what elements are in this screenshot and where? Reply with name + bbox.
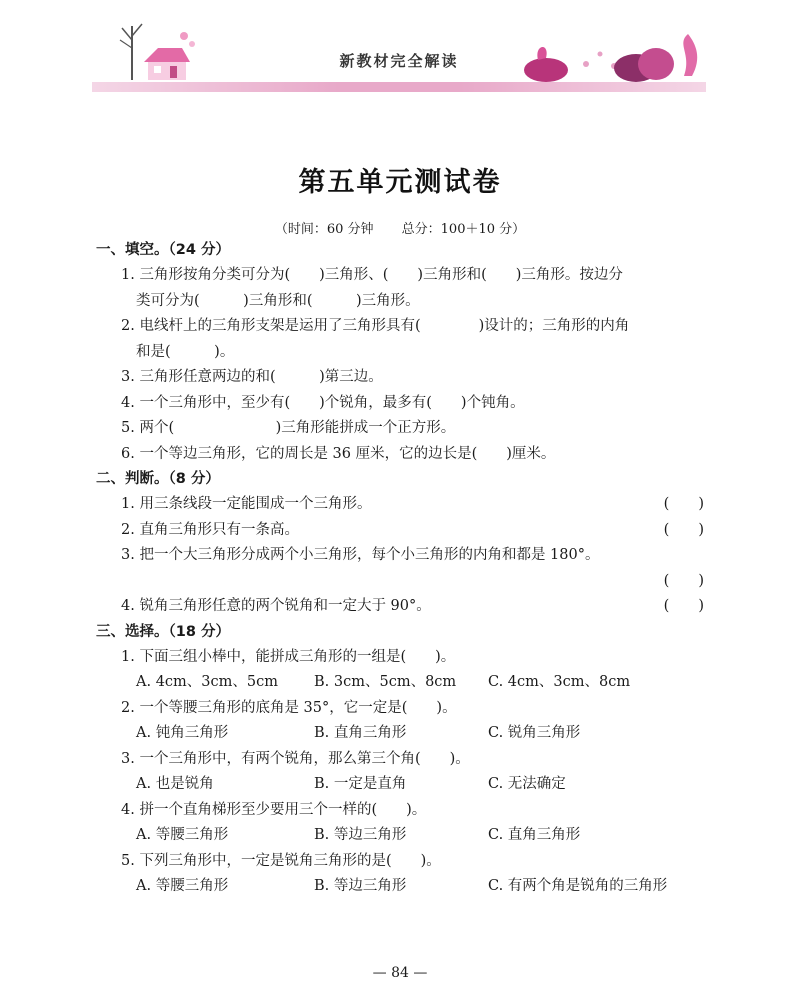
- choice-q1-a: A. 4cm、3cm、5cm: [136, 674, 278, 690]
- choice-q2: 2. 一个等腰三角形的底角是 35°，它一定是( )。: [121, 699, 457, 716]
- judge-q2: [96, 518, 708, 544]
- fill-q2-cont: 和是( )。: [136, 343, 235, 360]
- exam-content: [96, 238, 708, 900]
- judge-q3-answer-line: [96, 569, 708, 595]
- choice-q4-b: B. 等边三角形: [314, 827, 407, 843]
- choice-q2-a: A. 钝角三角形: [136, 725, 229, 741]
- judge-q4: [96, 594, 708, 620]
- choice-q5-options: [96, 874, 708, 900]
- choice-q5: 5. 下列三角形中，一定是锐角三角形的是( )。: [121, 852, 441, 869]
- choice-q5-b: B. 等边三角形: [314, 878, 407, 894]
- section-choice-heading: 三、选择。（18 分）: [96, 623, 230, 640]
- choice-q1-options: [96, 670, 708, 696]
- judge-q3-answer: ( ): [663, 572, 704, 589]
- judge-q4-text: 4. 锐角三角形任意的两个锐角和一定大于 90°。: [121, 598, 431, 614]
- choice-q5-c: C. 有两个角是锐角的三角形: [488, 878, 668, 894]
- choice-q2-c: C. 锐角三角形: [488, 725, 581, 741]
- judge-q1: [96, 492, 708, 518]
- judge-q4-answer: ( ): [663, 598, 704, 614]
- flowers-illustration: [516, 24, 706, 84]
- choice-q5-a: A. 等腰三角形: [136, 878, 229, 894]
- choice-q2-options: [96, 721, 708, 747]
- judge-q2-answer: ( ): [663, 521, 704, 538]
- page-number: — 84 —: [372, 965, 428, 981]
- choice-q2-b: B. 直角三角形: [314, 725, 407, 741]
- choice-q1: 1. 下面三组小棒中，能拼成三角形的一组是( )。: [121, 648, 456, 665]
- choice-q4: 4. 拼一个直角梯形至少要用三个一样的( )。: [121, 801, 427, 818]
- choice-q4-c: C. 直角三角形: [488, 827, 581, 843]
- fill-q3: 3. 三角形任意两边的和( )第三边。: [121, 369, 383, 385]
- choice-q3-a: A. 也是锐角: [136, 776, 214, 792]
- section-judge-heading: 二、判断。（8 分）: [96, 471, 220, 487]
- fill-q1-cont: 类可分为( )三角形和( )三角形。: [136, 292, 420, 309]
- fill-q4: 4. 一个三角形中，至少有( )个锐角，最多有( )个钝角。: [121, 394, 525, 411]
- exam-score: 总分：100＋10 分）: [401, 222, 526, 237]
- fill-q6: 6. 一个等边三角形，它的周长是 36 厘米，它的边长是( )厘米。: [121, 445, 556, 462]
- page-title: 第五单元测试卷: [298, 167, 502, 198]
- judge-q2-text: 2. 直角三角形只有一条高。: [121, 521, 299, 538]
- choice-q4-a: A. 等腰三角形: [136, 827, 229, 843]
- exam-meta: [0, 218, 800, 237]
- section-fill-heading: 一、填空。（24 分）: [96, 242, 230, 258]
- exam-time: （时间：60 分钟: [274, 222, 374, 237]
- fill-q5: 5. 两个( )三角形能拼成一个正方形。: [121, 420, 456, 436]
- choice-q4-options: [96, 823, 708, 849]
- choice-q1-b: B. 3cm、5cm、8cm: [314, 674, 457, 690]
- fill-q1: 1. 三角形按角分类可分为( )三角形、( )三角形和( )三角形。按边分: [121, 267, 623, 283]
- judge-q3: 3. 把一个大三角形分成两个小三角形，每个小三角形的内角和都是 180°。: [121, 547, 600, 563]
- banner-title: 新教材完全解读: [339, 52, 459, 70]
- judge-q1-text: 1. 用三条线段一定能围成一个三角形。: [121, 496, 372, 512]
- choice-q1-c: C. 4cm、3cm、8cm: [488, 674, 631, 690]
- judge-q1-answer: ( ): [663, 496, 704, 512]
- choice-q3-c: C. 无法确定: [488, 776, 566, 792]
- fill-q2: 2. 电线杆上的三角形支架是运用了三角形具有( )设计的；三角形的内角: [121, 318, 630, 334]
- header-banner: [92, 18, 706, 88]
- choice-q3-b: B. 一定是直角: [314, 776, 407, 792]
- choice-q3-options: [96, 772, 708, 798]
- choice-q3: 3. 一个三角形中，有两个锐角，那么第三个角( )。: [121, 750, 470, 767]
